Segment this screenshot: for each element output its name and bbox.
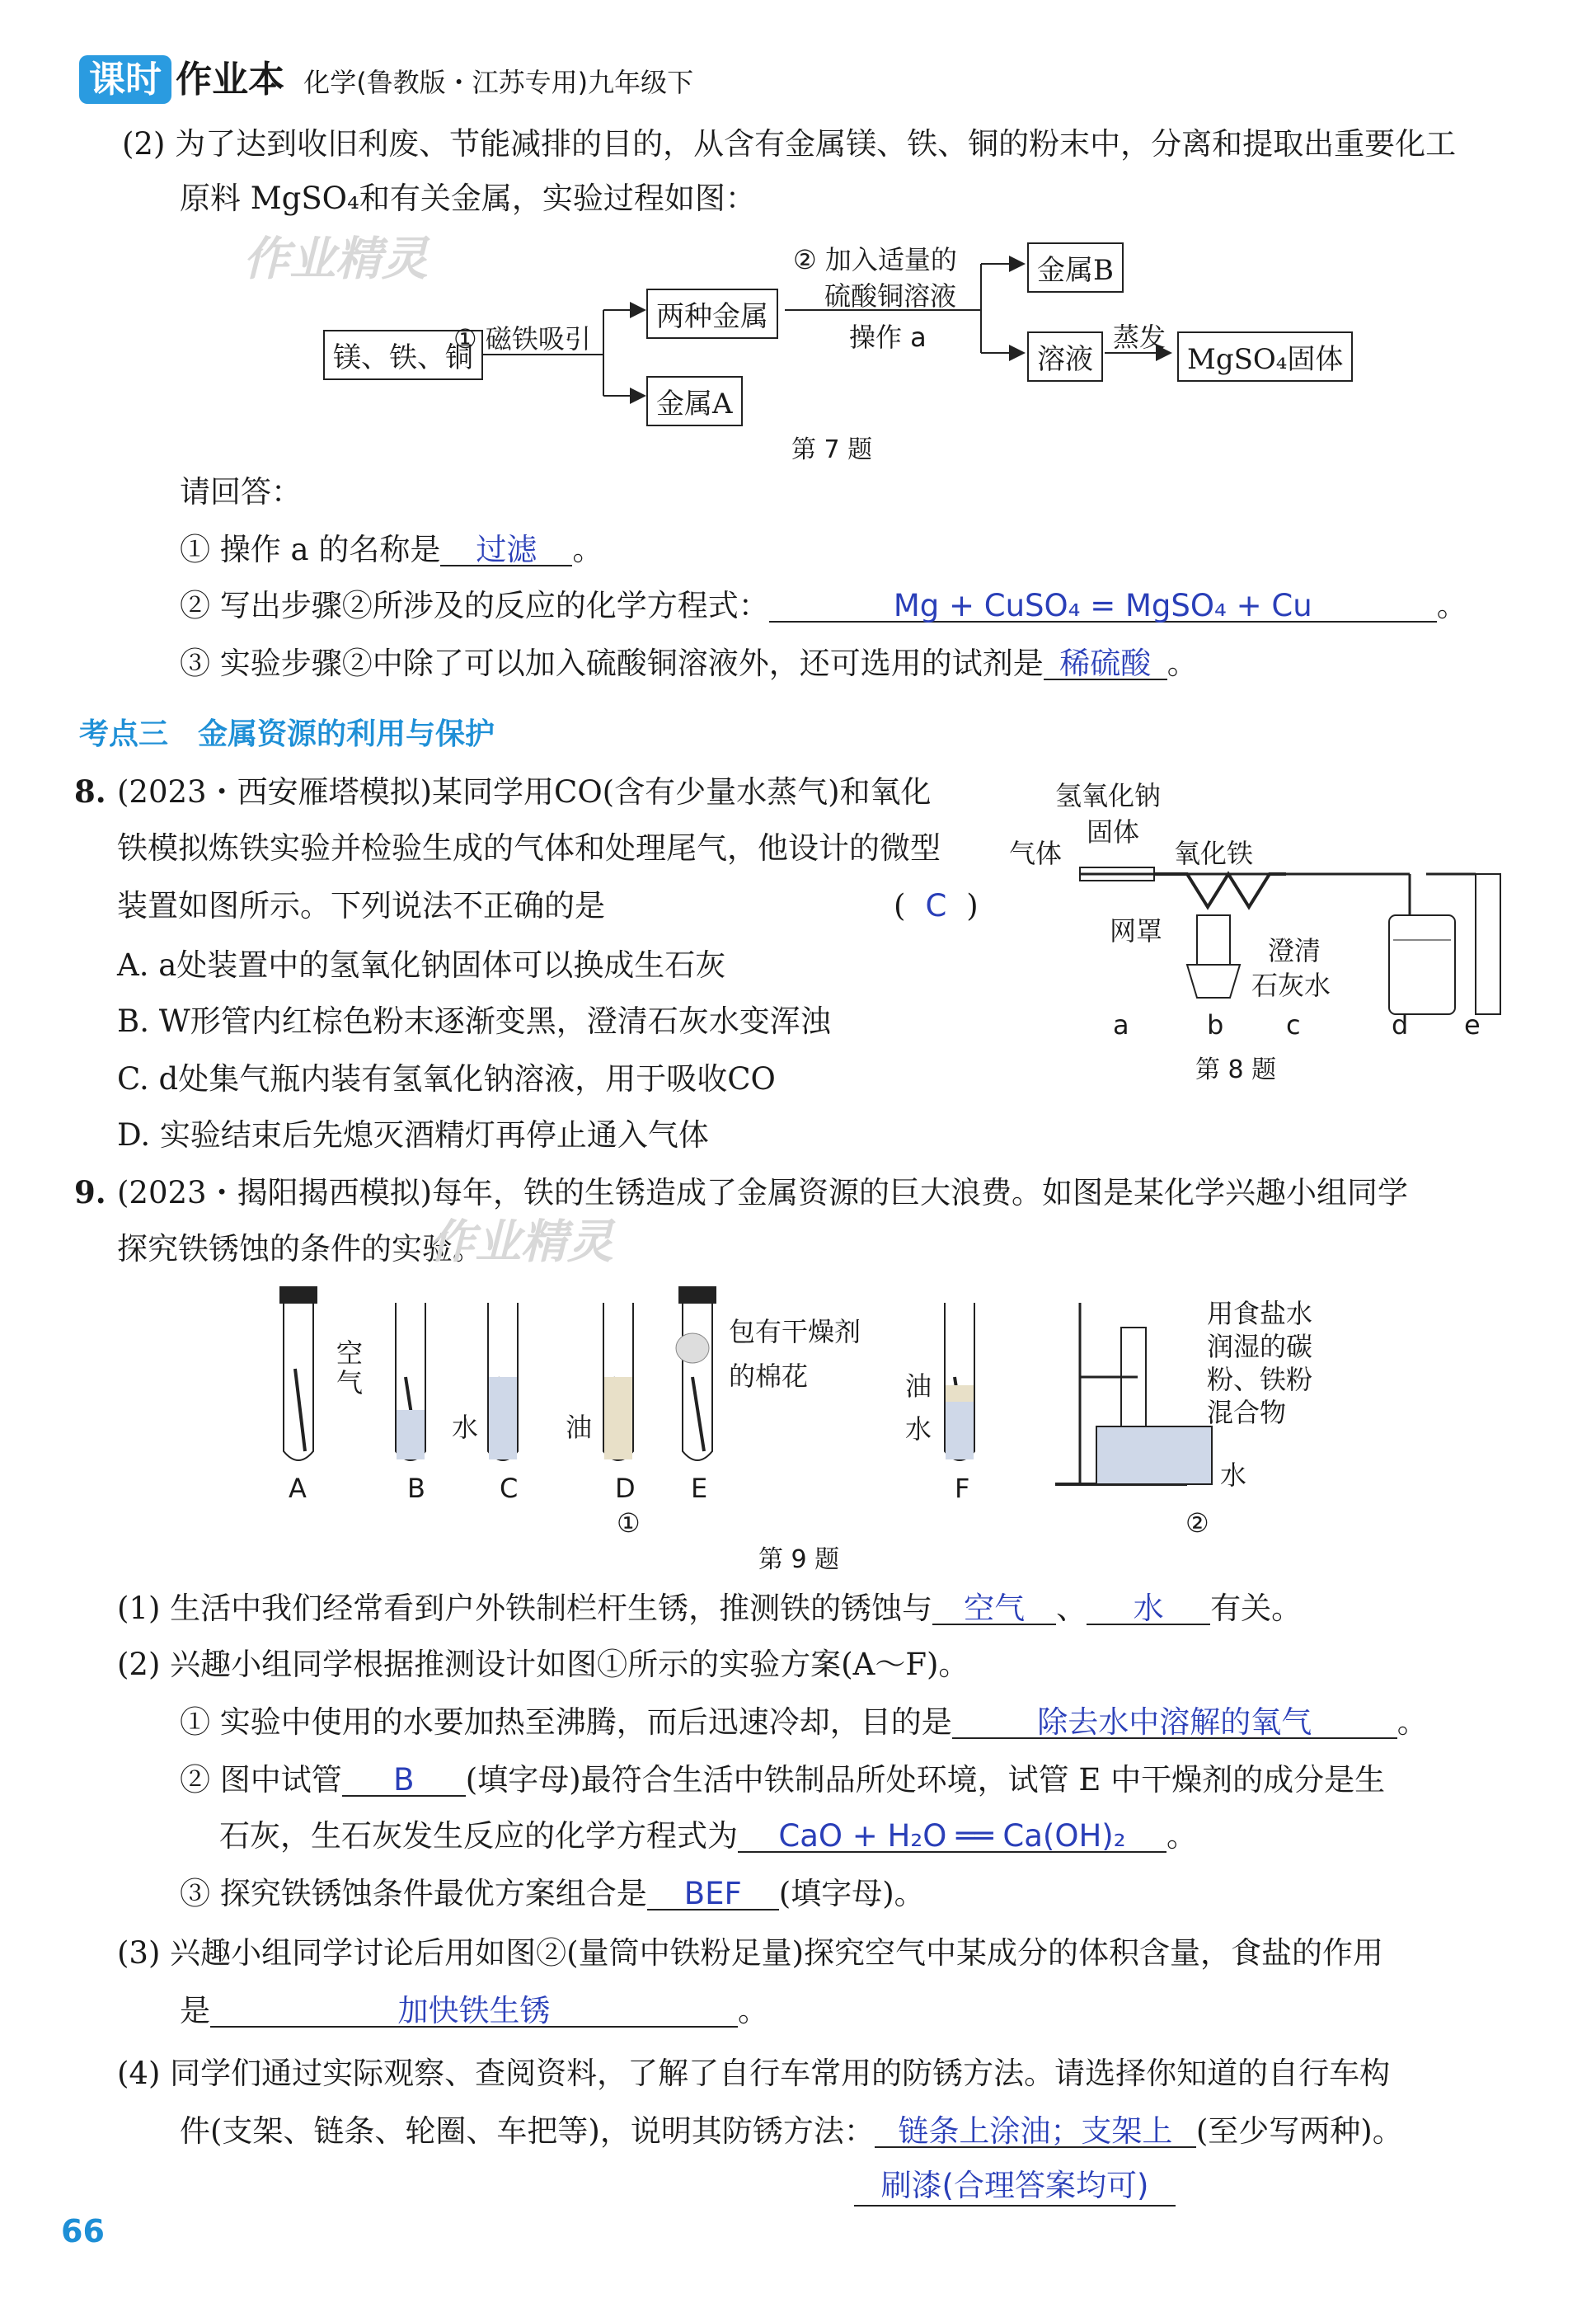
flow-evaporate: 蒸发 — [1113, 322, 1166, 353]
q8-line1: (2023・西安雁塔模拟)某同学用CO(含有少量水蒸气)和氧化 — [117, 774, 932, 810]
q9-p2-2b-text: 石灰，生石灰发生反应的化学方程式为 — [219, 1818, 738, 1854]
q9-p2-1 — [180, 1704, 1428, 1740]
flow-step1: ① 磁铁吸引 — [453, 323, 591, 355]
q9-fig-water2: 水 — [1220, 1459, 1247, 1491]
q8-optB: B. W形管内红棕色粉末逐渐变黑，澄清石灰水变浑浊 — [117, 1003, 831, 1039]
header-badge: 课时 — [79, 55, 171, 104]
q8-line2: 铁模拟炼铁实验并检验生成的气体和处理尾气，他设计的微型 — [117, 830, 941, 866]
q7-s1-answer: 过滤 — [440, 534, 572, 566]
q9-p2-1-text: ① 实验中使用的水要加热至沸腾，而后迅速冷却，目的是 — [180, 1704, 952, 1740]
q9-fig-F: F — [955, 1473, 970, 1504]
q9-fig-salt3: 粉、铁粉 — [1207, 1364, 1313, 1395]
q7-s3 — [180, 648, 1198, 680]
q9-fig-air1: 空 — [336, 1337, 364, 1369]
q9-fig-salt1: 用食盐水 — [1207, 1298, 1313, 1329]
q9-p2-2b — [219, 1818, 1197, 1854]
q9-p2-1-end: 。 — [1396, 1704, 1428, 1740]
q8-fig-a: a — [1113, 1009, 1129, 1041]
q9-fig-A: A — [289, 1473, 307, 1504]
q7-line1: (2) 为了达到收旧利废、节能减排的目的，从含有金属镁、铁、铜的粉末中，分离和提取出重要化工 — [122, 126, 1457, 162]
q7-s1 — [180, 534, 603, 566]
q9-p2-2b-answer: CaO + H₂O ══ Ca(OH)₂ — [738, 1821, 1166, 1853]
q9-fig-D: D — [615, 1473, 636, 1504]
q8-optC: C. d处集气瓶内装有氢氧化钠溶液，用于吸收CO — [117, 1061, 776, 1097]
q9-p3-text: 是 — [180, 1993, 210, 2028]
section-title: 考点三 金属资源的利用与保护 — [79, 717, 495, 751]
flow-metal-a: 金属A — [646, 376, 743, 426]
q9-fig-cotton2: 的棉花 — [729, 1361, 809, 1392]
q7-s3-text: ③ 实验步骤②中除了可以加入硫酸铜溶液外，还可选用的试剂是 — [180, 646, 1044, 681]
q8-answer — [894, 888, 979, 924]
q9-fig-B: B — [407, 1473, 425, 1504]
q9-p1 — [117, 1593, 1302, 1625]
q8-caption: 第 8 题 — [1195, 1055, 1277, 1084]
q8-fig-naoh2: 固体 — [1087, 816, 1140, 848]
watermark-2: 作业精灵 — [429, 1215, 613, 1269]
header — [79, 49, 693, 102]
q9-fig-cotton1: 包有干燥剂 — [729, 1316, 861, 1347]
flow-solution: 溶液 — [1027, 331, 1103, 382]
q8-optA: A. a处装置中的氢氧化钠固体可以换成生石灰 — [117, 947, 726, 983]
q9-p4 — [180, 2113, 1403, 2149]
flow-step2-l2: 硫酸铜溶液 — [824, 280, 957, 312]
q9-p3-line1: (3) 兴趣小组同学讨论后用如图②(量筒中铁粉足量)探究空气中某成分的体积含量，食盐的作用 — [117, 1935, 1384, 1971]
q9-p1-answer1: 空气 — [932, 1593, 1056, 1625]
q9-p1-sep: 、 — [1056, 1591, 1087, 1626]
q8-optD: D. 实验结束后先熄灭酒精灯再停止通入气体 — [117, 1117, 709, 1153]
q9-fig-water: 水 — [452, 1412, 479, 1443]
q7-caption: 第 7 题 — [791, 435, 873, 464]
q9-p1-answer2: 水 — [1087, 1593, 1210, 1625]
q8-fig-b: b — [1207, 1009, 1224, 1041]
q9-fig-circle2: ② — [1185, 1507, 1209, 1539]
q7-s3-answer: 稀硫酸 — [1044, 648, 1167, 680]
q9-fig-salt2: 润湿的碳 — [1207, 1331, 1313, 1362]
q9-p2: (2) 兴趣小组同学根据推测设计如图①所示的实验方案(A～F)。 — [117, 1647, 969, 1682]
q9-p2-2b-end: 。 — [1166, 1818, 1197, 1854]
flow-step2-l1: ② 加入适量的 — [793, 244, 957, 275]
q9-caption: 第 9 题 — [758, 1545, 840, 1574]
q9-p2-3-end: (填字母)。 — [778, 1876, 925, 1911]
q9-p4-line2 — [854, 2160, 1176, 2207]
q9-fig-oil: 油 — [566, 1412, 593, 1443]
q9-line1: (2023・揭阳揭西模拟)每年，铁的生锈造成了金属资源的巨大浪费。如图是某化学兴趣小组同学 — [117, 1175, 1409, 1210]
q8-fig-c: c — [1286, 1009, 1301, 1041]
q9-p2-2-answer: B — [342, 1765, 466, 1797]
q7-s3-end: 。 — [1166, 646, 1198, 681]
q7-please: 请回答： — [180, 474, 302, 510]
q9-fig-waterF: 水 — [905, 1413, 932, 1445]
q8-fig-lime2: 石灰水 — [1251, 970, 1331, 1001]
q9-line2: 探究铁锈蚀的条件的实验。 — [117, 1231, 483, 1267]
q7-s2-text: ② 写出步骤②所涉及的反应的化学方程式： — [180, 588, 769, 623]
flow-solid: MgSO₄固体 — [1177, 331, 1353, 382]
q9-fig-air2: 气 — [336, 1367, 364, 1398]
q7-line2: 原料 MgSO₄和有关金属，实验过程如图： — [180, 181, 756, 216]
q8-fig-naoh1: 氢氧化钠 — [1055, 780, 1162, 811]
q8-number: 8. — [74, 773, 106, 810]
q8-fig-d: d — [1392, 1009, 1409, 1041]
page-number: 66 — [61, 2213, 105, 2249]
q9-p2-3-answer: BEF — [647, 1878, 779, 1910]
flow-two-metals: 两种金属 — [646, 289, 778, 339]
q9-p2-1-answer: 除去水中溶解的氧气 — [952, 1707, 1397, 1739]
q9-p2-2-rest: (填字母)最符合生活中铁制品所处环境，试管 E 中干燥剂的成分是生 — [465, 1762, 1386, 1798]
q9-fig-oilF: 油 — [905, 1370, 932, 1402]
q9-p2-2 — [180, 1762, 1386, 1798]
q9-fig-salt4: 混合物 — [1207, 1397, 1287, 1428]
q9-p1-end: 有关。 — [1210, 1591, 1303, 1626]
q9-p3 — [180, 1995, 768, 2028]
flow-op-a: 操作 a — [849, 322, 927, 353]
q9-fig-C: C — [500, 1473, 519, 1504]
q7-s2-answer: Mg + CuSO₄ = MgSO₄ + Cu — [769, 590, 1437, 623]
q9-number: 9. — [74, 1174, 106, 1210]
q8-fig-fe2o3: 氧化铁 — [1174, 838, 1254, 869]
q8-fig-e: e — [1464, 1009, 1481, 1041]
header-title: 作业本 — [176, 59, 285, 101]
q9-p4-end: (至少写两种)。 — [1195, 2113, 1403, 2149]
q7-s1-text: ① 操作 a 的名称是 — [180, 532, 441, 567]
q9-p2-3-text: ③ 探究铁锈蚀条件最优方案组合是 — [180, 1876, 647, 1911]
flow-start: 镁、铁、铜 — [323, 330, 483, 380]
q9-fig-circle1: ① — [617, 1507, 641, 1539]
q9-p4-line1: (4) 同学们通过实际观察、查阅资料，了解了自行车常用的防锈方法。请选择你知道的自行车构 — [117, 2056, 1391, 2091]
header-subject: 化学(鲁教版・江苏专用)九年级下 — [303, 67, 694, 98]
q9-fig-E: E — [691, 1473, 708, 1504]
watermark: 作业精灵 — [243, 233, 428, 286]
q8-paren-close: ) — [966, 888, 979, 924]
q8-fig-mesh: 网罩 — [1110, 915, 1163, 947]
q8-fig-lime1: 澄清 — [1268, 935, 1321, 966]
q8-answer-value: C — [925, 888, 947, 924]
q9-p2-2-text: ② 图中试管 — [180, 1762, 342, 1798]
q8-paren-open: ( — [894, 888, 906, 924]
q7-s2-end: 。 — [1436, 588, 1467, 623]
q9-p1-text: (1) 生活中我们经常看到户外铁制栏杆生锈，推测铁的锈蚀与 — [117, 1591, 933, 1626]
q8-line3: 装置如图所示。下列说法不正确的是 — [117, 888, 605, 924]
q8-fig-gas: 气体 — [1009, 838, 1063, 869]
q9-p4-answer1: 链条上涂油；支架上 — [875, 2116, 1196, 2148]
q7-s2 — [180, 590, 1467, 623]
q9-p4-answer2: 刷漆(合理答案均可) — [854, 2160, 1176, 2207]
q7-s1-end: 。 — [572, 532, 603, 567]
flow-metal-b: 金属B — [1027, 242, 1124, 293]
q9-p3-answer: 加快铁生锈 — [210, 1995, 738, 2028]
q9-p3-end: 。 — [738, 1993, 768, 2028]
q9-p2-3 — [180, 1878, 925, 1910]
q9-p4-text: 件(支架、链条、轮圈、车把等)，说明其防锈方法： — [180, 2113, 875, 2149]
